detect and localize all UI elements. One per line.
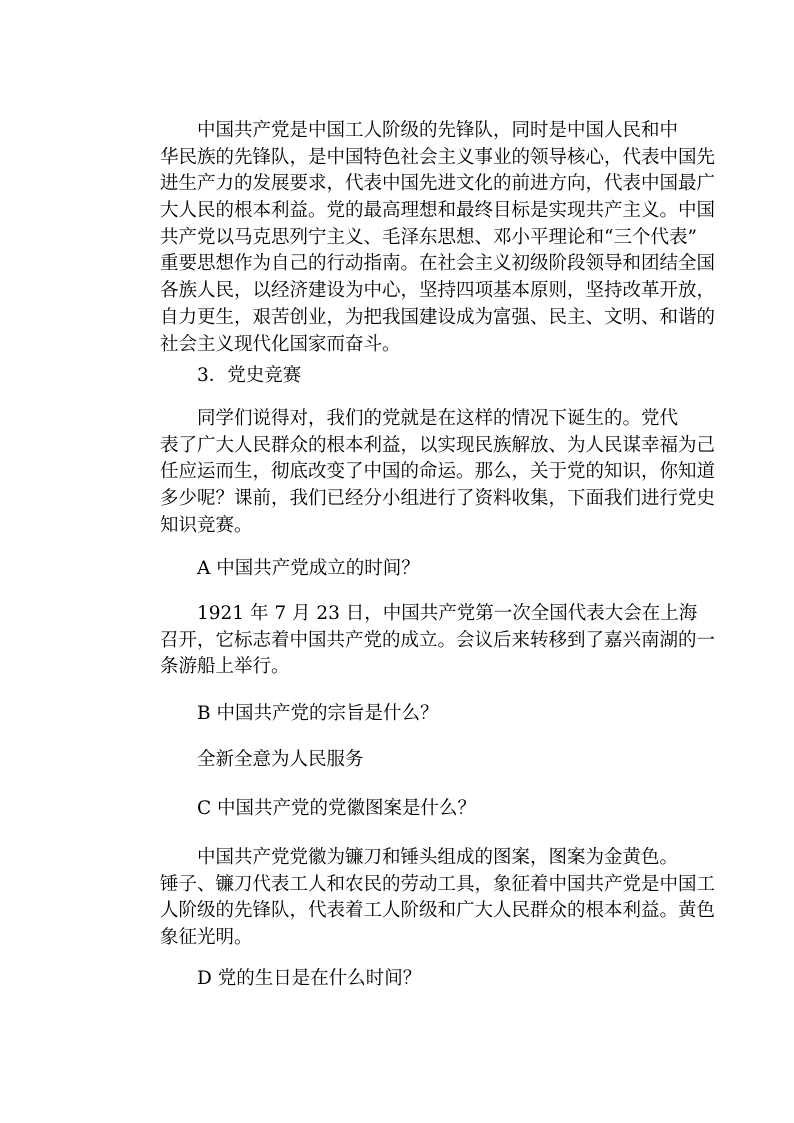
section-heading [160,363,690,390]
text-line: 条游船上举行。 [160,656,290,678]
text-line: 多少呢？课前，我们已经分小组进行了资料收集，下面我们进行党史 [160,488,716,510]
text-line: 表了广大人民群众的根本利益，以实现民族解放、为人民谋幸福为己 [160,434,716,456]
text-line: 知识竞赛。 [160,514,253,536]
text-line: 社会主义现代化国家而奋斗。 [160,333,401,355]
text-line: 任应运而生，彻底改变了中国的命运。那么，关于党的知识，你知道 [160,461,716,483]
text-line: 1921 年 7 月 23 日，中国共产党第一次全国代表大会在上海 [197,603,698,624]
question-text: D 党的生日是在什么时间？ [197,968,422,989]
text-line: 中国共产党党徽为镰刀和锤头组成的图案，图案为金黄色。 [197,847,679,868]
text-line: 自力更生，艰苦创业，为把我国建设成为富强、民主、文明、和谐的 [160,306,716,328]
text-line: 共产党以马克思列宁主义、毛泽东思想、邓小平理论和“三个代表” [160,226,697,248]
text-line: 重要思想作为自己的行动指南。在社会主义初级阶段领导和团结全国 [160,253,716,275]
paragraph-party-definition [160,118,716,358]
question-b [160,701,690,728]
question-a [160,556,690,583]
question-text: A 中国共产党成立的时间？ [197,558,420,579]
question-d [160,966,690,993]
answer-b [160,747,690,774]
text-line: 锤子、镰刀代表工人和农民的劳动工具，象征着中国共产党是中国工 [160,873,716,895]
text-line: 华民族的先锋队，是中国特色社会主义事业的领导核心，代表中国先 [160,146,716,168]
text-line: 象征光明。 [160,927,253,949]
heading-text: 3．党史竞赛 [197,365,302,386]
paragraph-intro [160,406,716,539]
text-line: 同学们说得对，我们的党就是在这样的情况下诞生的。党代 [197,408,679,429]
question-c [160,796,690,823]
text-line: 人阶级的先锋队，代表着工人阶级和广大人民群众的根本利益。黄色 [160,900,716,922]
question-text: B 中国共产党的宗旨是什么？ [197,703,439,724]
answer-a [160,601,716,681]
text-line: 中国共产党是中国工人阶级的先锋队，同时是中国人民和中 [197,120,679,141]
text-line: 各族人民，以经济建设为中心，坚持四项基本原则，坚持改革开放， [160,280,716,302]
text-line: 召开，它标志着中国共产党的成立。会议后来转移到了嘉兴南湖的一 [160,629,716,651]
text-line: 进生产力的发展要求，代表中国先进文化的前进方向，代表中国最广 [160,173,716,195]
answer-text: 全新全意为人民服务 [197,749,364,770]
question-text: C 中国共产党的党徽图案是什么？ [197,798,477,819]
text-line: 大人民的根本利益。党的最高理想和最终目标是实现共产主义。中国 [160,200,716,222]
answer-c [160,845,716,952]
